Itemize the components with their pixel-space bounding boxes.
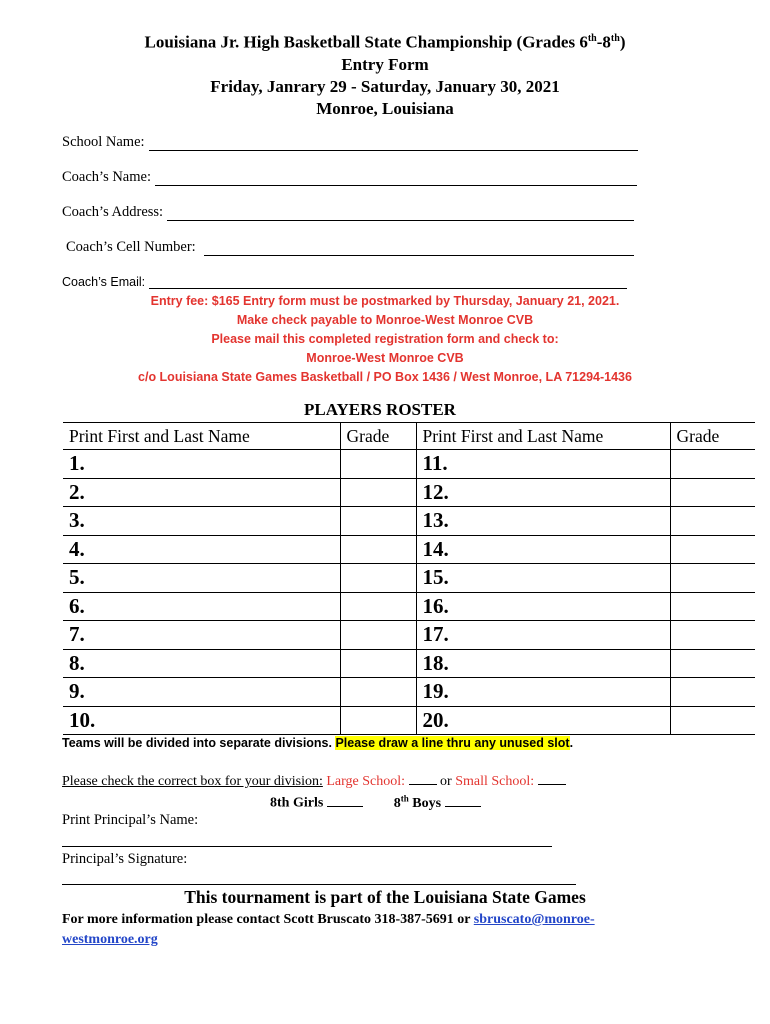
roster-title: PLAYERS ROSTER: [304, 400, 456, 419]
player-grade-cell[interactable]: [670, 507, 755, 536]
form-subtitle: Entry Form: [341, 54, 429, 74]
form-header: [0, 28, 770, 120]
name-column-header: Print First and Last Name: [416, 423, 670, 450]
contact-email-link[interactable]: sbruscato@monroe- westmonroe.org: [62, 912, 595, 947]
player-name-cell[interactable]: 16.: [416, 592, 670, 621]
entry-fee-line: Entry fee: $165 Entry form must be postmarked by Thursday, January 21, 2021.: [150, 294, 620, 308]
small-school-blank[interactable]: [538, 774, 566, 785]
coach-address-line[interactable]: [167, 206, 634, 221]
player-grade-cell[interactable]: [670, 621, 755, 650]
roster-row: [63, 507, 755, 536]
player-grade-cell[interactable]: [340, 535, 416, 564]
player-grade-cell[interactable]: [340, 564, 416, 593]
player-grade-cell[interactable]: [670, 535, 755, 564]
roster-header-row: [63, 423, 755, 450]
player-grade-cell[interactable]: [670, 478, 755, 507]
mail-address-line: c/o Louisiana State Games Basketball / PO Box 1436 / West Monroe, LA 71294-1436: [138, 370, 632, 384]
player-grade-cell[interactable]: [670, 450, 755, 479]
entry-instructions: [0, 292, 770, 387]
division-prompt: Please check the correct box for your division:: [62, 774, 323, 789]
players-roster-table: [63, 422, 755, 735]
principal-signature-line[interactable]: [62, 884, 576, 885]
event-location: Monroe, Louisiana: [316, 98, 454, 118]
form-title: Louisiana Jr. High Basketball State Championship (Grades 6th-8th): [144, 32, 626, 52]
player-name-cell[interactable]: 2.: [63, 478, 340, 507]
player-name-cell[interactable]: 13.: [416, 507, 670, 536]
player-name-cell[interactable]: 9.: [63, 678, 340, 707]
coach-name-line[interactable]: [155, 171, 637, 186]
player-grade-cell[interactable]: [340, 478, 416, 507]
school-name-label: School Name:: [62, 134, 145, 150]
footer-title: This tournament is part of the Louisiana State Games: [184, 887, 586, 907]
coach-email-label: Coach’s Email:: [62, 275, 146, 289]
roster-row: [63, 535, 755, 564]
player-name-cell[interactable]: 20.: [416, 706, 670, 735]
coach-name-field[interactable]: [62, 169, 637, 186]
coach-address-label: Coach’s Address:: [62, 204, 164, 220]
coach-email-field[interactable]: [62, 274, 627, 289]
boys-label: 8th Boys: [393, 793, 442, 811]
player-name-cell[interactable]: 3.: [63, 507, 340, 536]
division-selection: [62, 774, 566, 790]
player-grade-cell[interactable]: [340, 592, 416, 621]
gender-selection: [270, 793, 481, 812]
roster-body: [63, 450, 755, 735]
player-name-cell[interactable]: 7.: [63, 621, 340, 650]
player-name-cell[interactable]: 17.: [416, 621, 670, 650]
roster-row: [63, 706, 755, 735]
event-dates: Friday, Janrary 29 - Saturday, January 30, 2021: [210, 76, 560, 96]
player-grade-cell[interactable]: [340, 621, 416, 650]
player-name-cell[interactable]: 18.: [416, 649, 670, 678]
player-name-cell[interactable]: 5.: [63, 564, 340, 593]
player-grade-cell[interactable]: [340, 450, 416, 479]
principal-signature-label: Principal’s Signature:: [62, 851, 188, 867]
coach-address-field[interactable]: [62, 204, 634, 221]
player-name-cell[interactable]: 14.: [416, 535, 670, 564]
roster-row: [63, 649, 755, 678]
player-name-cell[interactable]: 19.: [416, 678, 670, 707]
player-grade-cell[interactable]: [670, 706, 755, 735]
principal-name-label: Print Principal’s Name:: [62, 812, 199, 828]
or-label: or: [440, 774, 452, 789]
roster-row: [63, 450, 755, 479]
player-grade-cell[interactable]: [340, 649, 416, 678]
roster-row: [63, 621, 755, 650]
principal-name-line[interactable]: [62, 846, 552, 847]
contact-info: For more information please contact Scott Bruscato 318-387-5691 or sbruscato@monroe- westmonroe.org: [62, 912, 595, 947]
small-school-label: Small School:: [455, 774, 535, 789]
school-name-field[interactable]: [62, 134, 638, 151]
player-name-cell[interactable]: 4.: [63, 535, 340, 564]
mail-instructions-line: Please mail this completed registration form and check to:: [211, 332, 559, 346]
player-name-cell[interactable]: 1.: [63, 450, 340, 479]
roster-row: [63, 592, 755, 621]
grade-column-header: Grade: [340, 423, 416, 450]
player-name-cell[interactable]: 10.: [63, 706, 340, 735]
coach-email-line[interactable]: [149, 274, 627, 289]
player-grade-cell[interactable]: [340, 706, 416, 735]
player-name-cell[interactable]: 11.: [416, 450, 670, 479]
coach-cell-line[interactable]: [204, 241, 634, 256]
player-grade-cell[interactable]: [670, 592, 755, 621]
mail-recipient-line: Monroe-West Monroe CVB: [306, 351, 464, 365]
coach-name-label: Coach’s Name:: [62, 169, 151, 185]
roster-row: [63, 678, 755, 707]
large-school-label: Large School:: [326, 774, 406, 789]
boys-blank[interactable]: [445, 796, 481, 807]
player-grade-cell[interactable]: [670, 564, 755, 593]
girls-blank[interactable]: [327, 796, 363, 807]
player-grade-cell[interactable]: [340, 507, 416, 536]
roster-row: [63, 478, 755, 507]
name-column-header: Print First and Last Name: [63, 423, 340, 450]
girls-label: 8th Girls: [270, 795, 324, 811]
player-name-cell[interactable]: 6.: [63, 592, 340, 621]
coach-cell-label: Coach’s Cell Number:: [66, 239, 196, 255]
player-name-cell[interactable]: 15.: [416, 564, 670, 593]
player-grade-cell[interactable]: [670, 678, 755, 707]
roster-row: [63, 564, 755, 593]
large-school-blank[interactable]: [409, 774, 437, 785]
grade-column-header: Grade: [670, 423, 755, 450]
player-name-cell[interactable]: 8.: [63, 649, 340, 678]
player-name-cell[interactable]: 12.: [416, 478, 670, 507]
check-payable-line: Make check payable to Monroe-West Monroe CVB: [236, 313, 534, 327]
player-grade-cell[interactable]: [670, 649, 755, 678]
player-grade-cell[interactable]: [340, 678, 416, 707]
coach-cell-field[interactable]: [66, 239, 634, 256]
divisions-note: Teams will be divided into separate divisions. Please draw a line thru any unused slot.: [62, 736, 574, 750]
school-name-line[interactable]: [149, 136, 638, 151]
unused-slot-note: Please draw a line thru any unused slot: [335, 736, 570, 750]
